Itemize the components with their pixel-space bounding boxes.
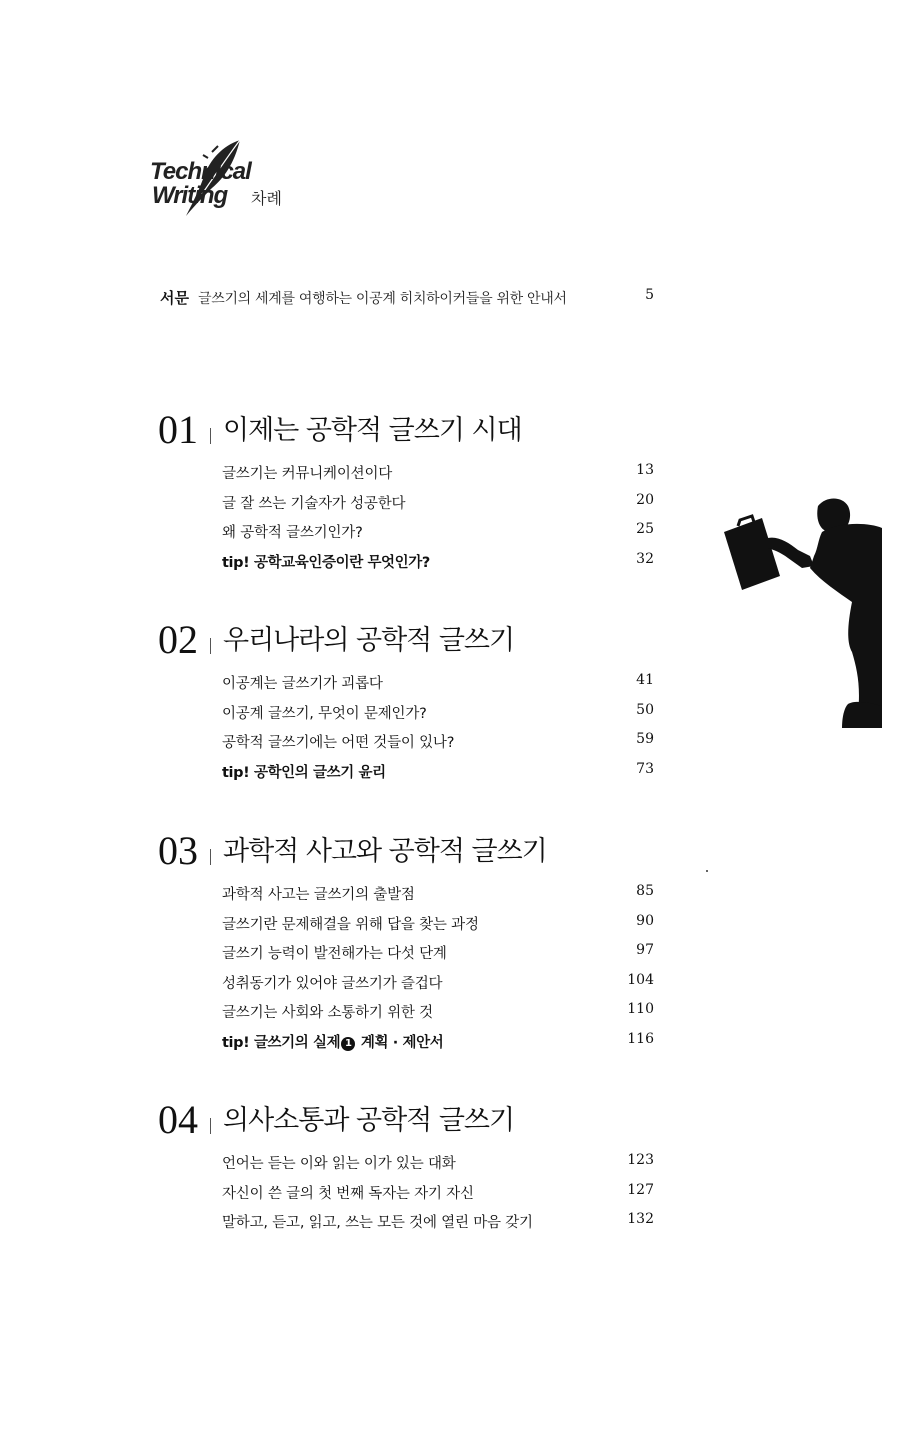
toc-entry[interactable] <box>158 1152 654 1182</box>
chapter-title: 과학적 사고와 공학적 글쓰기 <box>223 836 547 867</box>
entry-page-number: 13 <box>636 462 654 478</box>
entry-page-number: 127 <box>627 1181 654 1198</box>
chapter-number: 04 <box>158 1097 198 1142</box>
toc-title: 차례 <box>251 189 282 208</box>
entry-title: 이공계 글쓰기, 무엇이 문제인가? <box>222 705 427 722</box>
chapter-number: 02 <box>158 617 198 662</box>
entry-title: 자신이 쓴 글의 첫 번째 독자는 자기 자신 <box>222 1185 474 1202</box>
entry-title: 언어는 듣는 이와 읽는 이가 있는 대화 <box>222 1156 456 1172</box>
speck-mark <box>706 870 708 872</box>
entry-title: 이공계는 글쓰기가 괴롭다 <box>222 676 383 692</box>
entry-title: 글 잘 쓰는 기술자가 성공한다 <box>222 495 406 512</box>
toc-entry[interactable] <box>158 942 654 972</box>
toc-entry[interactable] <box>158 1001 654 1031</box>
toc-entry[interactable] <box>158 913 654 943</box>
toc-entry[interactable] <box>158 492 654 522</box>
entry-page-number: 41 <box>636 672 654 688</box>
toc-entry[interactable] <box>158 462 654 492</box>
entry-title-suffix: 계획 · 제안서 <box>360 1034 444 1051</box>
chapter-separator <box>210 849 211 865</box>
toc-entry[interactable] <box>158 972 654 1002</box>
toc-entry[interactable] <box>158 883 654 913</box>
toc-entry[interactable] <box>158 1182 654 1212</box>
man-with-briefcase-silhouette <box>718 492 900 728</box>
entry-title: 글쓰기는 사회와 소통하기 위한 것 <box>222 1005 433 1022</box>
logo-text-line2: Writing <box>152 182 228 209</box>
entry-page-number: 104 <box>627 971 654 988</box>
entry-title: 말하고, 듣고, 읽고, 쓰는 모든 것에 열린 마음 갖기 <box>222 1215 533 1232</box>
entry-page-number: 20 <box>636 491 654 508</box>
entry-page-number: 116 <box>627 1030 654 1047</box>
toc-tip-entry[interactable] <box>158 1031 654 1061</box>
entry-page-number: 97 <box>636 942 654 959</box>
entry-title: 왜 공학적 글쓰기인가? <box>222 525 363 542</box>
chapter-02 <box>158 617 654 790</box>
chapter-entries <box>158 462 654 580</box>
entry-page-number: 25 <box>636 521 654 538</box>
chapter-heading[interactable] <box>158 617 654 672</box>
chapter-number: 03 <box>158 828 198 873</box>
entry-page-number: 123 <box>627 1152 654 1168</box>
chapter-heading[interactable] <box>158 828 654 883</box>
chapter-heading[interactable] <box>158 407 654 462</box>
toc-tip-entry[interactable] <box>158 551 654 581</box>
technical-writing-logo <box>146 138 251 218</box>
toc-entry[interactable] <box>158 731 654 761</box>
entry-title-main: tip! 글쓰기의 실제 <box>222 1034 341 1051</box>
circled-number-marker: 1 <box>341 1037 355 1051</box>
entry-page-number: 110 <box>627 1001 654 1018</box>
chapter-separator <box>210 428 211 444</box>
chapter-title: 의사소통과 공학적 글쓰기 <box>223 1105 515 1136</box>
logo-text-line1: Technical <box>150 158 251 185</box>
toc-entry[interactable] <box>158 1211 654 1241</box>
entry-page-number: 90 <box>636 912 654 929</box>
chapter-entries <box>158 672 654 790</box>
preface-title: 글쓰기의 세계를 여행하는 이공계 히치하이커들을 위한 안내서 <box>198 291 567 307</box>
chapter-number: 01 <box>158 407 198 452</box>
chapter-entries <box>158 883 654 1061</box>
entry-title: 글쓰기란 문제해결을 위해 답을 찾는 과정 <box>222 916 479 933</box>
entry-title: 글쓰기 능력이 발전해가는 다섯 단계 <box>222 946 447 963</box>
entry-title: tip! 공학교육인증이란 무엇인가? <box>222 554 430 571</box>
entry-title: 과학적 사고는 글쓰기의 출발점 <box>222 887 415 903</box>
toc-entry[interactable] <box>158 521 654 551</box>
entry-page-number: 50 <box>636 701 654 718</box>
entry-title <box>222 1031 443 1052</box>
toc-tip-entry[interactable] <box>158 761 654 791</box>
entry-title: 공학적 글쓰기에는 어떤 것들이 있나? <box>222 735 455 752</box>
entry-title: 성취동기가 있어야 글쓰기가 즐겁다 <box>222 975 443 992</box>
chapter-entries <box>158 1152 654 1241</box>
chapter-01 <box>158 407 654 580</box>
entry-title: tip! 공학인의 글쓰기 윤리 <box>222 764 386 781</box>
entry-page-number: 132 <box>627 1211 654 1228</box>
toc-entry[interactable] <box>158 672 654 702</box>
preface-entry[interactable] <box>160 287 654 309</box>
chapter-04 <box>158 1097 654 1241</box>
chapter-title: 우리나라의 공학적 글쓰기 <box>223 625 515 656</box>
entry-title: 글쓰기는 커뮤니케이션이다 <box>222 466 393 482</box>
entry-page-number: 59 <box>636 731 654 748</box>
chapter-heading[interactable] <box>158 1097 654 1152</box>
toc-entry[interactable] <box>158 702 654 732</box>
chapter-separator <box>210 1118 211 1134</box>
entry-page-number: 73 <box>636 760 654 777</box>
preface-page-number: 5 <box>645 287 654 303</box>
chapter-03 <box>158 828 654 1061</box>
entry-page-number: 85 <box>636 883 654 899</box>
chapter-separator <box>210 638 211 654</box>
preface-label: 서문 <box>160 289 189 307</box>
entry-page-number: 32 <box>636 550 654 567</box>
chapter-title: 이제는 공학적 글쓰기 시대 <box>223 415 522 446</box>
